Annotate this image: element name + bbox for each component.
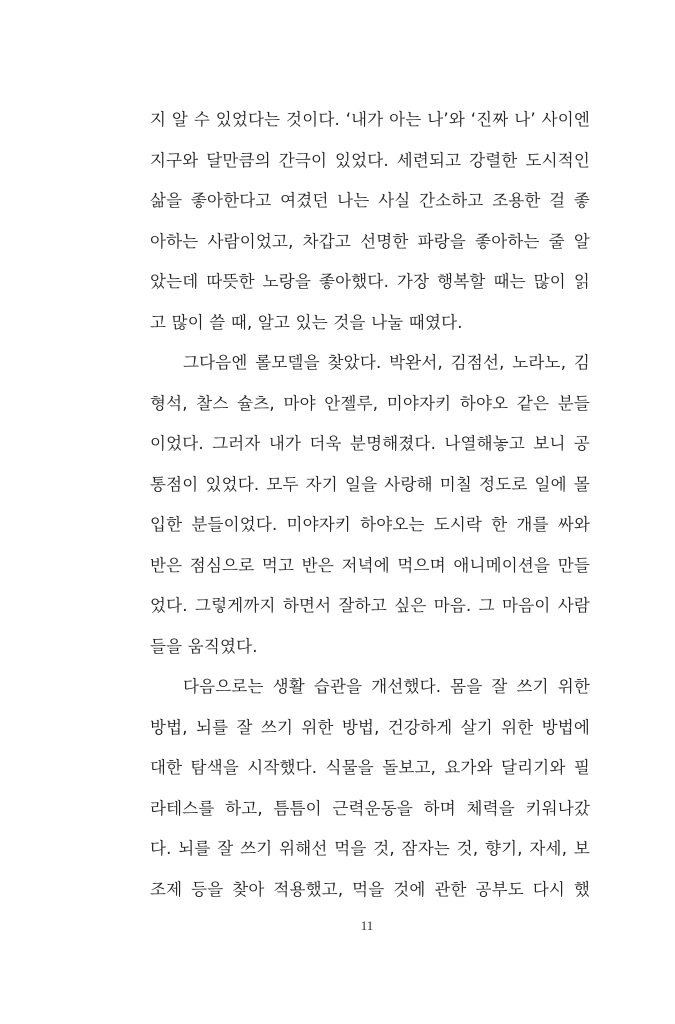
text-line: 지구와 달만큼의 간극이 있었다. 세련되고 강렬한 도시적인 xyxy=(150,150,590,170)
text-line: 아하는 사람이었고, 차갑고 선명한 파랑을 좋아하는 줄 알 xyxy=(150,231,590,251)
text-line: 라테스를 하고, 틈틈이 근력운동을 하며 체력을 키워나갔 xyxy=(150,798,590,818)
text-line-indented: 그다음엔 롤모델을 찾았다. 박완서, 김점선, 노라노, 김 xyxy=(183,353,590,372)
text-line: 형석, 찰스 슐츠, 마야 안젤루, 미야자키 하야오 같은 분들 xyxy=(150,393,590,413)
text-line: 들을 움직였다. xyxy=(150,636,258,656)
text-line: 이었다. 그러자 내가 더욱 분명해졌다. 나열해놓고 보니 공 xyxy=(150,434,590,453)
text-line: 통점이 있었다. 모두 자기 일을 사랑해 미칠 정도로 일에 몰 xyxy=(150,474,590,494)
text-line: 대한 탐색을 시작했다. 식물을 돌보고, 요가와 달리기와 필 xyxy=(150,758,590,777)
text-line: 지 알 수 있었다는 것이다. ‘내가 아는 나’와 ‘진짜 나’ 사이엔 xyxy=(150,110,590,129)
body-text xyxy=(150,100,590,910)
text-line: 고 많이 쓸 때, 알고 있는 것을 나눌 때였다. xyxy=(150,312,463,332)
text-line: 조제 등을 찾아 적용했고, 먹을 것에 관한 공부도 다시 했 xyxy=(150,879,590,899)
text-line: 었다. 그렇게까지 하면서 잘하고 싶은 마음. 그 마음이 사람 xyxy=(150,596,590,615)
page-number: 11 xyxy=(360,918,374,933)
text-line: 삶을 좋아한다고 여겼던 나는 사실 간소하고 조용한 걸 좋 xyxy=(150,191,590,210)
text-line: 입한 분들이었다. 미야자키 하야오는 도시락 한 개를 싸와 xyxy=(150,515,590,534)
text-line-indented: 다음으로는 생활 습관을 개선했다. 몸을 잘 쓰기 위한 xyxy=(183,677,590,696)
text-line: 았는데 따뜻한 노랑을 좋아했다. 가장 행복할 때는 많이 읽 xyxy=(150,272,590,291)
text-line: 반은 점심으로 먹고 반은 저녁에 먹으며 애니메이션을 만들 xyxy=(150,555,590,575)
text-line: 다. 뇌를 잘 쓰기 위해선 먹을 것, 잠자는 것, 향기, 자세, 보 xyxy=(150,839,590,858)
text-line: 방법, 뇌를 잘 쓰기 위한 방법, 건강하게 살기 위한 방법에 xyxy=(150,717,590,737)
